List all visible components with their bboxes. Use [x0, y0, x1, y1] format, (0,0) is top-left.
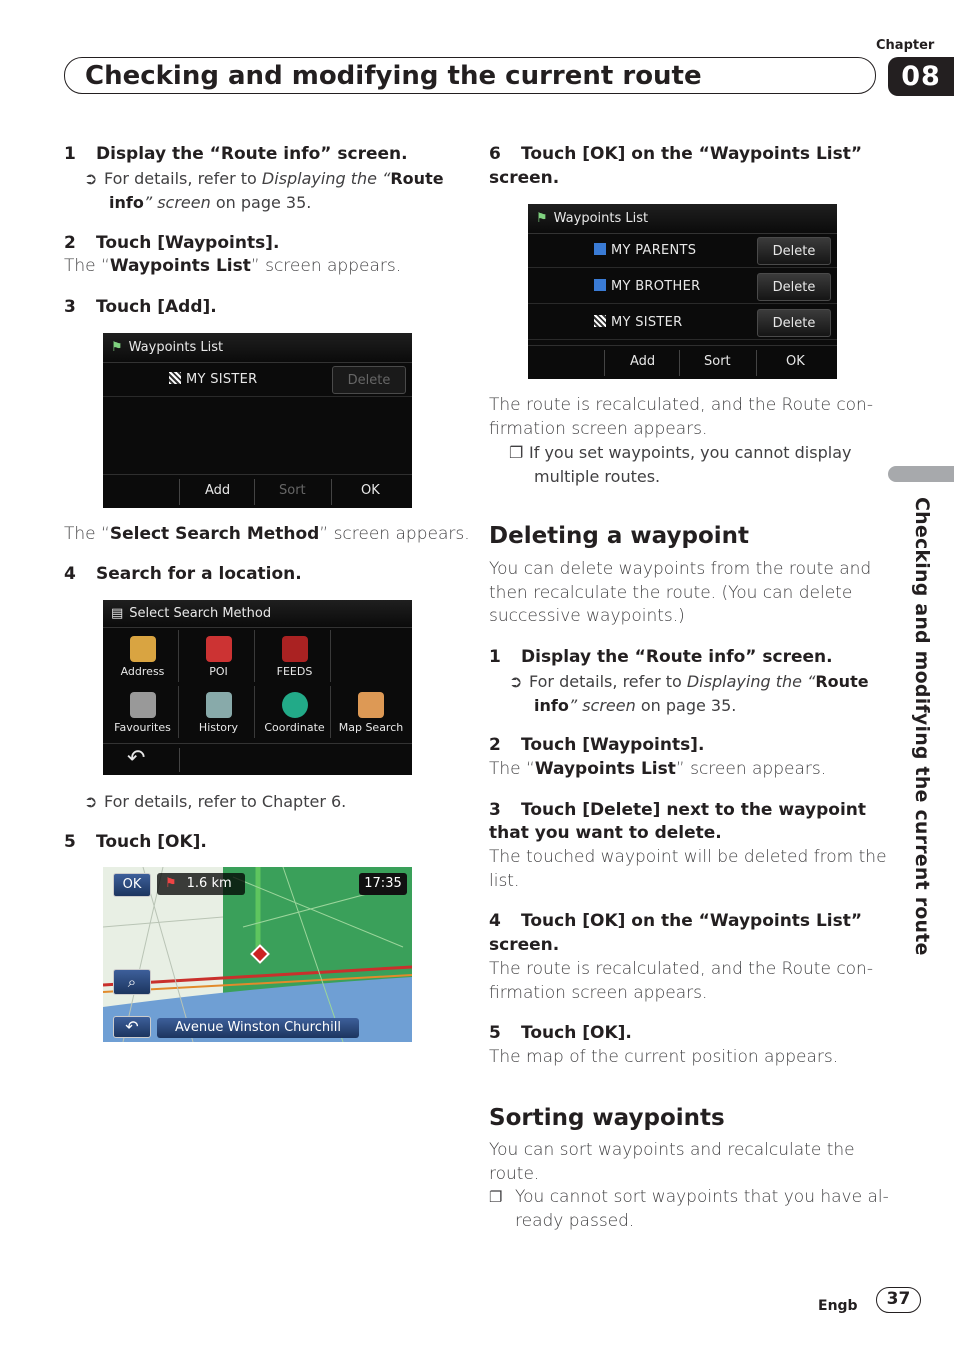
waypoint-flag-icon: ⚑: [111, 340, 123, 355]
tile-poi[interactable]: POI: [183, 630, 255, 682]
map-search-icon: [358, 692, 384, 718]
delete-step-4-body: The route is recalculated, and the Route con- firmation screen appears.: [489, 959, 873, 1003]
list-item[interactable]: MY SISTER Delete: [528, 306, 837, 340]
delete-step-3-body: The touched waypoint will be deleted from the list.: [489, 847, 887, 891]
ok-button[interactable]: OK: [786, 354, 805, 369]
side-running-title: Checking and modifying the current route: [911, 497, 933, 956]
after-step-6-body: The route is recalculated, and the Route con- firmation screen appears.: [489, 395, 873, 439]
delete-button[interactable]: Delete: [332, 366, 406, 394]
tile-coordinate[interactable]: Coordinate: [259, 686, 331, 738]
street-name-bar: Avenue Winston Churchill: [157, 1018, 359, 1038]
back-arrow-icon[interactable]: ↶: [113, 1016, 151, 1038]
poi-icon: [206, 636, 232, 662]
step-5: 5 Touch [OK].: [64, 832, 207, 852]
screen-header: ▤ Select Search Method: [103, 600, 412, 628]
screen-bottom-bar: [528, 345, 837, 379]
delete-step-3: 3 Touch [Delete] next to the waypoint: [489, 800, 867, 820]
ok-button[interactable]: OK: [361, 483, 380, 498]
delete-step-5-body: The map of the current position appears.: [489, 1047, 839, 1067]
turn-flag-icon: ⚑: [165, 876, 177, 891]
step-6-cont: screen.: [489, 168, 560, 188]
list-item[interactable]: MY PARENTS Delete: [528, 234, 837, 268]
delete-step-1-note: ➲ For details, refer to Displaying the “Route info” screen on page 35.: [509, 672, 869, 715]
sort-button[interactable]: Sort: [279, 483, 306, 498]
history-icon: [206, 692, 232, 718]
delete-step-2-body: The “Waypoints List” screen appears.: [489, 759, 827, 779]
delete-step-4-cont: screen.: [489, 935, 560, 955]
delete-button[interactable]: Delete: [757, 273, 831, 301]
sorting-intro: You can sort waypoints and recalculate the route.: [489, 1140, 855, 1184]
chapter-label: Chapter: [876, 38, 935, 53]
delete-step-5: 5 Touch [OK].: [489, 1023, 632, 1043]
arrow-bullet-icon: ➲: [509, 672, 523, 691]
screenshot-waypoints-add: [103, 333, 412, 508]
tile-history[interactable]: History: [183, 686, 255, 738]
step-2: 2 Touch [Waypoints].: [64, 233, 280, 253]
globe-icon: [282, 692, 308, 718]
ok-button[interactable]: OK: [113, 873, 151, 897]
address-icon: [130, 636, 156, 662]
screen-header: ⚑ Waypoints List: [103, 333, 412, 363]
screen-bottom-bar: [103, 743, 412, 775]
checkbox-bullet-icon: ❐: [509, 443, 524, 462]
delete-step-1: 1 Display the “Route info” screen.: [489, 647, 833, 667]
delete-button[interactable]: Delete: [757, 237, 831, 265]
language-code: Engb: [818, 1298, 858, 1314]
screen-header: ⚑ Waypoints List: [528, 204, 837, 234]
heading-deleting-waypoint: Deleting a waypoint: [489, 523, 749, 549]
screenshot-waypoints-list: [528, 204, 837, 379]
step-6-note: ❐ If you set waypoints, you cannot display multiple routes.: [509, 443, 852, 486]
page-title: Checking and modifying the current route: [64, 57, 876, 94]
checkered-flag-icon: [594, 315, 606, 327]
back-arrow-icon[interactable]: ↶: [127, 746, 146, 771]
screenshot-map: [103, 867, 412, 1042]
step-1-note: ➲ For details, refer to Displaying the “Route info” screen on page 35.: [84, 169, 444, 212]
map-search-icon[interactable]: ⌕: [113, 969, 151, 995]
step-4: 4 Search for a location.: [64, 564, 302, 584]
list-item[interactable]: MY SISTER Delete: [103, 363, 412, 397]
screen-bottom-bar: [103, 474, 412, 508]
delete-button[interactable]: Delete: [757, 309, 831, 337]
tile-map-search[interactable]: Map Search: [335, 686, 407, 738]
feeds-icon: [282, 636, 308, 662]
add-button[interactable]: Add: [205, 483, 231, 498]
delete-step-2: 2 Touch [Waypoints].: [489, 735, 705, 755]
list-item[interactable]: MY BROTHER Delete: [528, 270, 837, 304]
add-button[interactable]: Add: [630, 354, 656, 369]
delete-step-4: 4 Touch [OK] on the “Waypoints List”: [489, 911, 863, 931]
checkered-flag-icon: [169, 372, 181, 384]
search-list-icon: ▤: [111, 606, 124, 621]
step-1: 1 Display the “Route info” screen.: [64, 144, 408, 164]
tile-feeds[interactable]: FEEDS: [259, 630, 331, 682]
step-3: 3 Touch [Add].: [64, 297, 217, 317]
clock-readout: 17:35: [359, 873, 407, 895]
chapter-number-badge: 08: [888, 57, 954, 96]
tile-address[interactable]: Address: [107, 630, 179, 682]
step-4-note: ➲ For details, refer to Chapter 6.: [64, 790, 464, 814]
distance-readout: ⚑ 1.6 km: [157, 873, 245, 895]
arrow-bullet-icon: ➲: [84, 169, 98, 188]
flag-icon: [594, 243, 606, 255]
screenshot-select-search-method: [103, 600, 412, 775]
after-step-3-body: The “Select Search Method” screen appears.: [64, 524, 470, 544]
step-6: 6 Touch [OK] on the “Waypoints List”: [489, 144, 863, 164]
flag-icon: [594, 279, 606, 291]
sorting-note: ❐ You cannot sort waypoints that you have al- ready passed.: [489, 1187, 889, 1231]
page-number: 37: [876, 1287, 921, 1313]
deleting-intro: You can delete waypoints from the route and then recalculate the route. (You can delete successive waypoints.): [489, 559, 872, 626]
side-tab-marker: [888, 466, 954, 482]
waypoint-flag-icon: ⚑: [536, 211, 548, 226]
checkbox-bullet-icon: ❐: [489, 1188, 503, 1206]
sort-button[interactable]: Sort: [704, 354, 731, 369]
arrow-bullet-icon: ➲: [84, 792, 98, 811]
favourites-icon: [130, 692, 156, 718]
step-2-body: The “Waypoints List” screen appears.: [64, 256, 402, 276]
heading-sorting-waypoints: Sorting waypoints: [489, 1105, 725, 1131]
tile-favourites[interactable]: Favourites: [107, 686, 179, 738]
delete-step-3-cont: that you want to delete.: [489, 823, 722, 843]
